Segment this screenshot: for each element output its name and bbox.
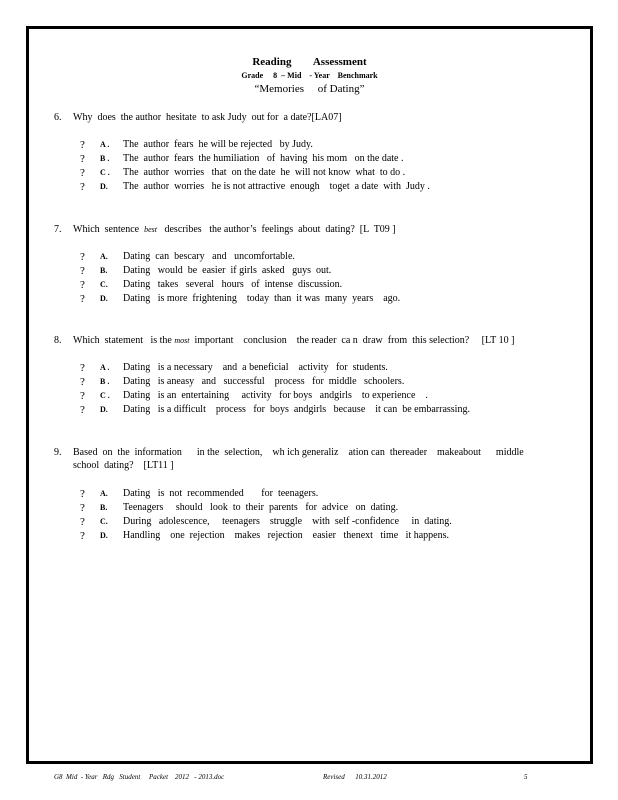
footer-filename: G8 Mid - Year Rdg Student Packet 2012 - 2013.doc	[54, 773, 225, 781]
option-c[interactable]	[80, 389, 540, 403]
question-number: 7.	[54, 224, 62, 235]
option-bullet-icon: ?	[80, 376, 85, 388]
option-letter: C .	[100, 391, 110, 400]
option-letter: D.	[100, 531, 108, 540]
option-text: Dating is a difficult process for boys andgirls because it can be embarrassing.	[123, 404, 470, 415]
option-bullet-icon: ?	[80, 181, 85, 193]
option-letter: D.	[100, 182, 108, 191]
question-number: 9.	[54, 447, 62, 458]
question-number: 6.	[54, 112, 62, 123]
option-text: Handling one rejection makes rejection easier thenext time it happens.	[123, 530, 450, 541]
option-bullet-icon: ?	[80, 530, 85, 542]
option-text: Dating is a necessary and a beneficial activity for students.	[123, 362, 388, 373]
option-d[interactable]	[80, 529, 540, 543]
option-bullet-icon: ?	[80, 502, 85, 514]
option-list	[80, 250, 540, 306]
option-list	[80, 138, 540, 194]
question-text: Based on the information in the selection, wh ich generaliz ation can thereader makeabout middle school dating? [LT11 ]	[73, 447, 527, 471]
emphasized-word: most	[174, 336, 190, 345]
option-c[interactable]	[80, 278, 540, 292]
option-a[interactable]	[80, 250, 540, 264]
option-d[interactable]	[80, 403, 540, 417]
footer-revised-date: Revised 10.31.2012	[323, 773, 387, 781]
page-number: 5	[524, 773, 528, 781]
option-letter: B.	[100, 266, 108, 275]
option-b[interactable]	[80, 264, 540, 278]
option-letter: C.	[100, 517, 108, 526]
option-b[interactable]	[80, 152, 540, 166]
question-number: 8.	[54, 335, 62, 346]
option-text: The author fears the humiliation of having his mom on the date .	[123, 153, 404, 164]
option-bullet-icon: ?	[80, 293, 85, 305]
option-text: Dating is aneasy and successful process for middle schoolers.	[123, 376, 405, 387]
option-letter: D.	[100, 294, 108, 303]
option-letter: A.	[100, 252, 108, 261]
option-a[interactable]	[80, 138, 540, 152]
option-bullet-icon: ?	[80, 167, 85, 179]
option-text: The author worries that on the date he will not know what to do .	[123, 167, 406, 178]
option-bullet-icon: ?	[80, 153, 85, 165]
assessment-subtitle: Grade 8 – Mid - Year Benchmark	[241, 71, 378, 80]
option-a[interactable]	[80, 361, 540, 375]
option-b[interactable]	[80, 375, 540, 389]
option-bullet-icon: ?	[80, 279, 85, 291]
assessment-title: Reading Assessment	[252, 56, 367, 68]
option-a[interactable]	[80, 487, 540, 501]
option-letter: B.	[100, 503, 108, 512]
option-bullet-icon: ?	[80, 516, 85, 528]
option-letter: A .	[100, 363, 110, 372]
option-bullet-icon: ?	[80, 390, 85, 402]
option-text: Dating takes several hours of intense discussion.	[123, 279, 343, 290]
option-text: Dating is more frightening today than it was many years ago.	[123, 293, 401, 304]
option-bullet-icon: ?	[80, 265, 85, 277]
emphasized-word: best	[144, 225, 157, 234]
option-text: The author fears he will be rejected by Judy.	[123, 139, 313, 150]
option-text: Dating can bescary and uncomfortable.	[123, 251, 295, 262]
option-letter: B .	[100, 154, 110, 163]
option-text: Dating is an entertaining activity for boys andgirls to experience .	[123, 390, 428, 401]
option-list	[80, 487, 540, 543]
question-text: Why does the author hesitate to ask Judy out for a date?[LA07]	[73, 112, 342, 123]
option-c[interactable]	[80, 166, 540, 180]
question-text: Which statement is the most important conclusion the reader ca n draw from this selection? [LT 10 ]	[73, 335, 515, 346]
option-text: The author worries he is not attractive enough toget a date with Judy .	[123, 181, 430, 192]
option-c[interactable]	[80, 515, 540, 529]
option-text: Dating is not recommended for teenagers.	[123, 488, 319, 499]
option-letter: C .	[100, 168, 110, 177]
option-letter: C.	[100, 280, 108, 289]
option-bullet-icon: ?	[80, 139, 85, 151]
option-bullet-icon: ?	[80, 404, 85, 416]
option-text: Teenagers should look to their parents for advice on dating.	[123, 502, 399, 513]
option-bullet-icon: ?	[80, 362, 85, 374]
option-letter: A .	[100, 140, 110, 149]
option-b[interactable]	[80, 501, 540, 515]
option-bullet-icon: ?	[80, 251, 85, 263]
story-title: “Memories of Dating”	[254, 83, 365, 95]
option-d[interactable]	[80, 292, 540, 306]
option-letter: D.	[100, 405, 108, 414]
question-text: Which sentence best describes the author’s feelings about dating? [L T09 ]	[73, 224, 396, 235]
option-letter: B .	[100, 377, 110, 386]
option-text: During adolescence, teenagers struggle with self -confidence in dating.	[123, 516, 452, 527]
option-list	[80, 361, 540, 417]
option-bullet-icon: ?	[80, 488, 85, 500]
option-d[interactable]	[80, 180, 540, 194]
option-letter: A.	[100, 489, 108, 498]
option-text: Dating would be easier if girls asked guys out.	[123, 265, 332, 276]
